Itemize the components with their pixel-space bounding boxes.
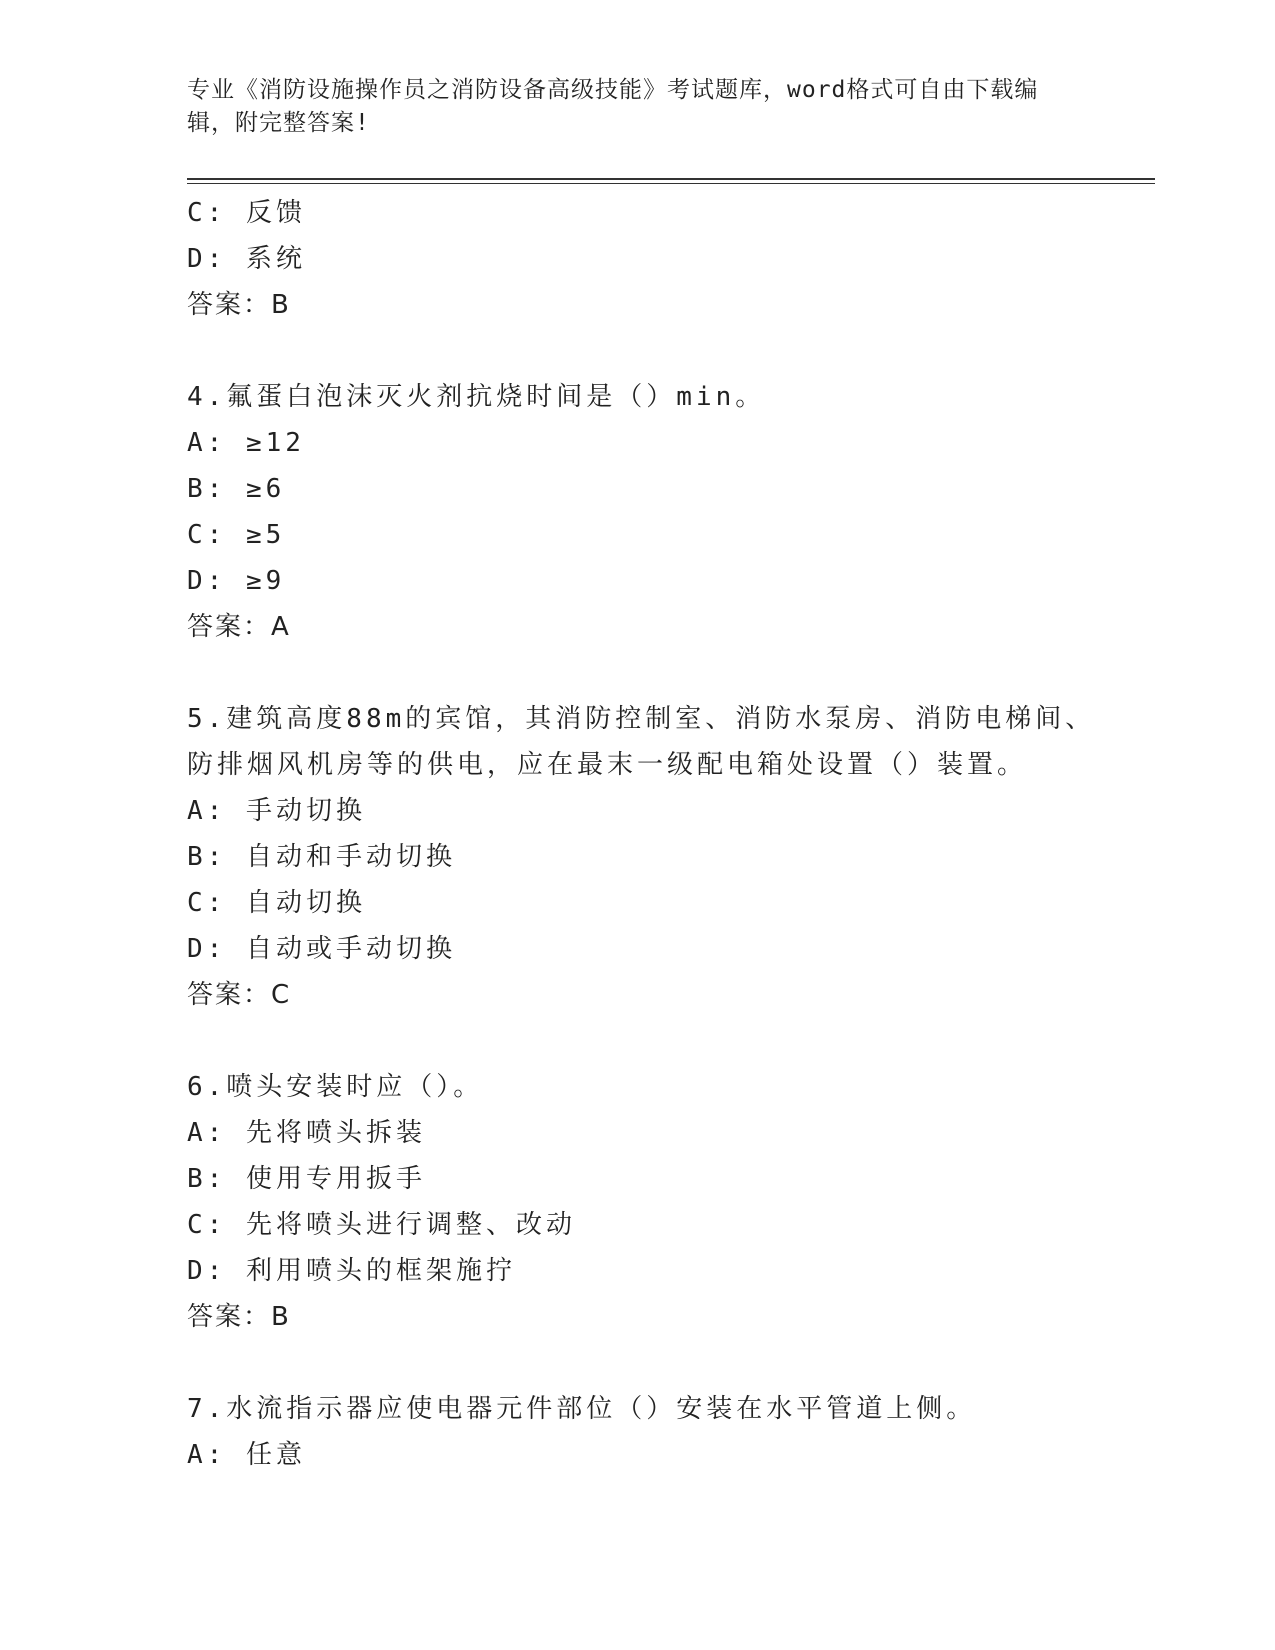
- spacer: [187, 650, 1087, 696]
- header-line-2: 辑，附完整答案!: [187, 110, 370, 136]
- question-stem: 4.氟蛋白泡沫灭火剂抗烧时间是（）min。: [187, 382, 766, 412]
- question-stem: 6.喷头安装时应（）。: [187, 1072, 484, 1102]
- option-c: C: ≥5: [187, 520, 286, 550]
- answer-line: 答案：C: [187, 980, 292, 1010]
- option-a: A: ≥12: [187, 428, 305, 458]
- header-divider-thin: [187, 183, 1155, 184]
- document-header: [187, 74, 1087, 140]
- question-stem: 7.水流指示器应使电器元件部位（）安装在水平管道上侧。: [187, 1394, 977, 1424]
- option-a: A: 手动切换: [187, 796, 366, 826]
- answer-line: 答案：B: [187, 290, 291, 320]
- option-c: C: 自动切换: [187, 888, 366, 918]
- header-line-1: 专业《消防设施操作员之消防设备高级技能》考试题库，word格式可自由下载编: [187, 77, 1039, 103]
- spacer: [187, 1018, 1087, 1064]
- question-list: [187, 190, 1096, 1478]
- option-d: D: 自动或手动切换: [187, 934, 456, 964]
- question-4: [187, 374, 1087, 650]
- option-b: B: 使用专用扳手: [187, 1164, 426, 1194]
- spacer: [187, 1340, 1087, 1386]
- answer-line: 答案：B: [187, 1302, 291, 1332]
- answer-line: 答案：A: [187, 612, 291, 642]
- option-c: C: 先将喷头进行调整、改动: [187, 1210, 576, 1240]
- option-d: D: 利用喷头的框架施拧: [187, 1256, 516, 1286]
- question-3-tail: [187, 190, 1087, 328]
- question-stem-line-2: 防排烟风机房等的供电，应在最末一级配电箱处设置（）装置。: [187, 750, 1028, 780]
- option-a: A: 先将喷头拆装: [187, 1118, 426, 1148]
- option-b: B: 自动和手动切换: [187, 842, 456, 872]
- question-6: [187, 1064, 1087, 1340]
- question-5: [187, 696, 1096, 1018]
- option-a: A: 任意: [187, 1440, 306, 1470]
- question-stem-line-1: 5.建筑高度88m的宾馆，其消防控制室、消防水泵房、消防电梯间、: [187, 704, 1096, 734]
- question-7: [187, 1386, 1087, 1478]
- header-divider-thick: [187, 178, 1155, 180]
- spacer: [187, 328, 1087, 374]
- option-d: D: 系统: [187, 244, 306, 274]
- option-d: D: ≥9: [187, 566, 286, 596]
- option-c: C: 反馈: [187, 198, 306, 228]
- option-b: B: ≥6: [187, 474, 286, 504]
